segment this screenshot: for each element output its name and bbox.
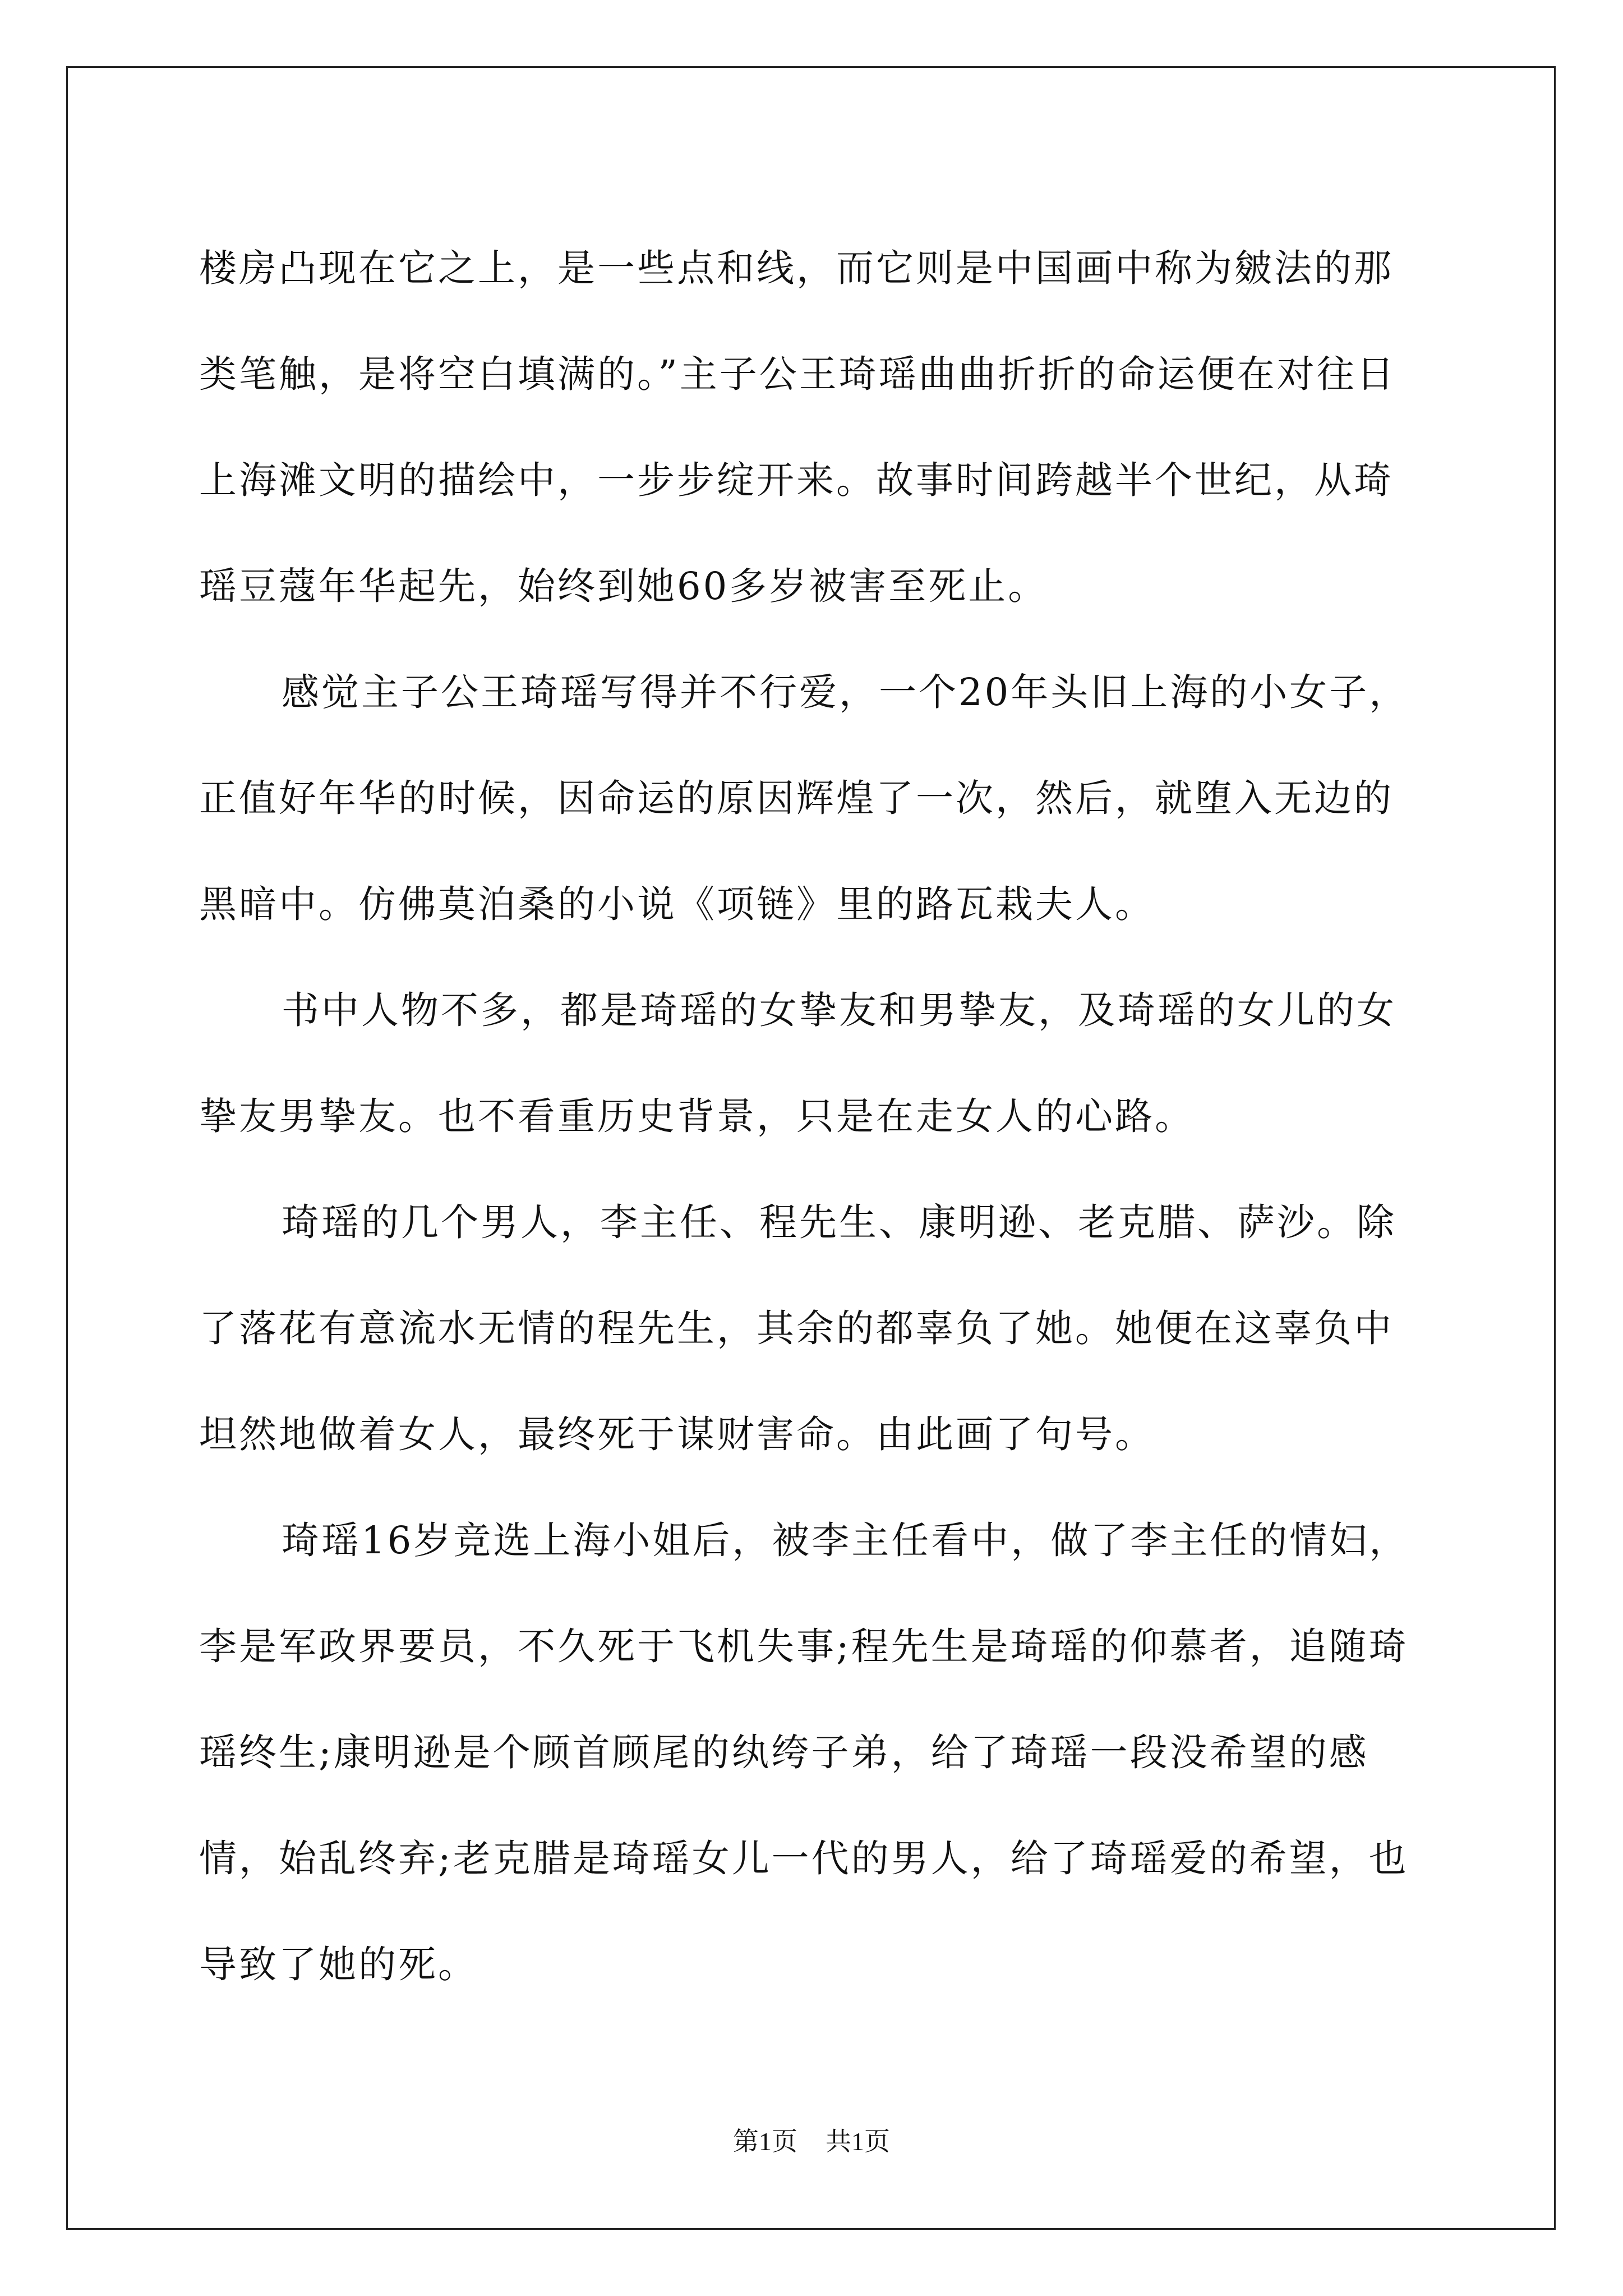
page-number: 第1页 — [733, 2127, 797, 2156]
page-total: 共1页 — [826, 2127, 890, 2156]
paragraph-4: 琦瑶的几个男人，李主任、程先生、康明逊、老克腊、萨沙。除了落花有意流水无情的程先生，其余的都辜负了她。她便在这辜负中坦然地做着女人，最终死于谋财害命。由此画了句号。 — [199, 1200, 1396, 1456]
paragraph-3: 书中人物不多，都是琦瑶的女挚友和男挚友，及琦瑶的女儿的女挚友男挚友。也不看重历史背景，只是在走女人的心路。 — [199, 988, 1396, 1138]
paragraph-5: 琦瑶16岁竞选上海小姐后，被李主任看中，做了李主任的情妇，李是军政界要员，不久死于飞机失事;程先生是琦瑶的仰慕者，追随琦瑶终生;康明逊是个顾首顾尾的纨绔子弟，给了琦瑶一段没希望的感情，始乱终弃;老克腊是琦瑶女儿一代的男人，给了琦瑶爱的希望，也导致了她的死。 — [199, 1519, 1409, 1986]
page-footer — [0, 2125, 1623, 2159]
paragraph-2: 感觉主子公王琦瑶写得并不行爱，一个20年头旧上海的小女子，正值好年华的时候，因命运的原因辉煌了一次，然后，就堕入无边的黑暗中。仿佛莫泊桑的小说《项链》里的路瓦栽夫人。 — [199, 670, 1409, 926]
document-body — [199, 215, 1433, 2018]
paragraph-1: 楼房凸现在它之上，是一些点和线，而它则是中国画中称为皴法的那类笔触，是将空白填满的。”主子公王琦瑶曲曲折折的命运便在对往日上海滩文明的描绘中，一步步绽开来。故事时间跨越半个世纪，从琦瑶豆蔻年华起先，始终到她60多岁被害至死止。 — [199, 246, 1396, 608]
